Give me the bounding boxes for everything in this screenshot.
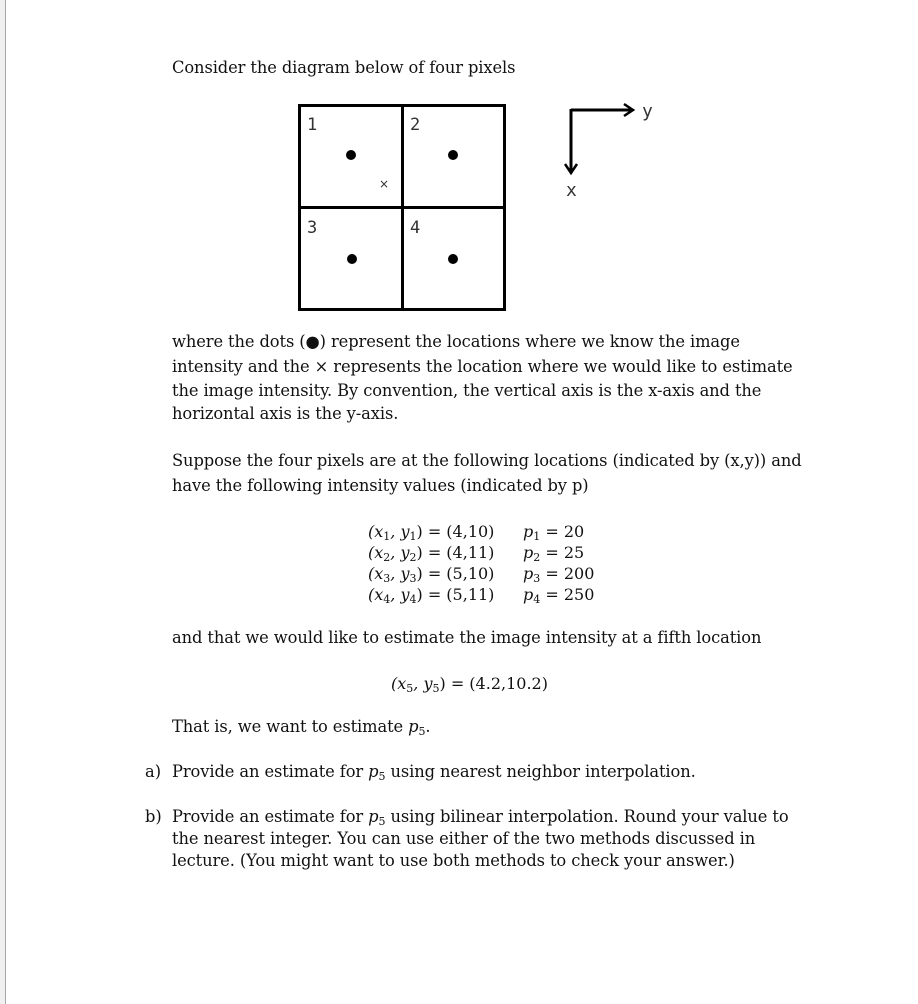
question-b-line-3: lecture. (You might want to use both methods to check your answer.) [172,851,735,870]
explanation-line: where the dots (●) represent the locations where we know the image [172,332,740,351]
cell-label-2: 2 [410,115,421,135]
intensity-row-1: $p_1 = 20$ [523,522,585,543]
y-axis-label: y [642,101,653,122]
suppose-paragraph [172,449,802,498]
grid-horizontal-divider [298,206,506,209]
question-b-label: b) [145,807,162,826]
question-a-label: a) [145,762,162,781]
that-is-sentence: That is, we want to estimate $p_5$. [172,717,431,738]
intro-text: Consider the diagram below of four pixels [172,58,516,77]
known-point-dot-3 [347,254,357,264]
explanation-line: horizontal axis is the y-axis. [172,403,399,423]
intensity-row-4: $p_4 = 250$ [523,585,595,606]
cell-label-1: 1 [307,115,318,135]
cell-label-3: 3 [307,218,318,238]
known-point-dot-4 [448,254,458,264]
question-b-line-1: Provide an estimate for $p_5$ using bilinear interpolation. Round your value to [172,807,789,828]
pixel-row-1: ($x_1$, $y_1) = (4,10)$ [368,522,495,543]
cell-label-4: 4 [410,218,421,238]
known-point-dot-2 [448,150,458,160]
explanation-line: the image intensity. By convention, the vertical axis is the x-axis and the [172,381,762,400]
suppose-line: have the following intensity values (indicated by p) [172,475,589,495]
axes-arrows-icon [560,100,640,180]
suppose-line: Suppose the four pixels are at the following locations (indicated by (x,y)) and [172,451,802,470]
intensity-row-3: $p_3 = 200$ [523,564,595,585]
x-axis-label: x [566,180,577,201]
explanation-line: intensity and the × represents the location where we would like to estimate [172,356,793,376]
target-x-marker: × [379,177,390,191]
fifth-location-equation: ($x_5$, $y_5) = (4.2,10.2)$ [391,674,548,695]
known-point-dot-1 [346,150,356,160]
fifth-location-intro: and that we would like to estimate the image intensity at a fifth location [172,628,762,647]
question-b-line-2: the nearest integer. You can use either of the two methods discussed in [172,829,756,848]
question-a-text: Provide an estimate for $p_5$ using nearest neighbor interpolation. [172,762,696,783]
explanation-paragraph [172,330,793,426]
pixel-row-3: ($x_3$, $y_3) = (5,10)$ [368,564,495,585]
pixel-row-2: ($x_2$, $y_2) = (4,11)$ [368,543,495,564]
pixel-row-4: ($x_4$, $y_4) = (5,11)$ [368,585,495,606]
intensity-row-2: $p_2 = 25$ [523,543,585,564]
page-edge [5,0,6,1004]
